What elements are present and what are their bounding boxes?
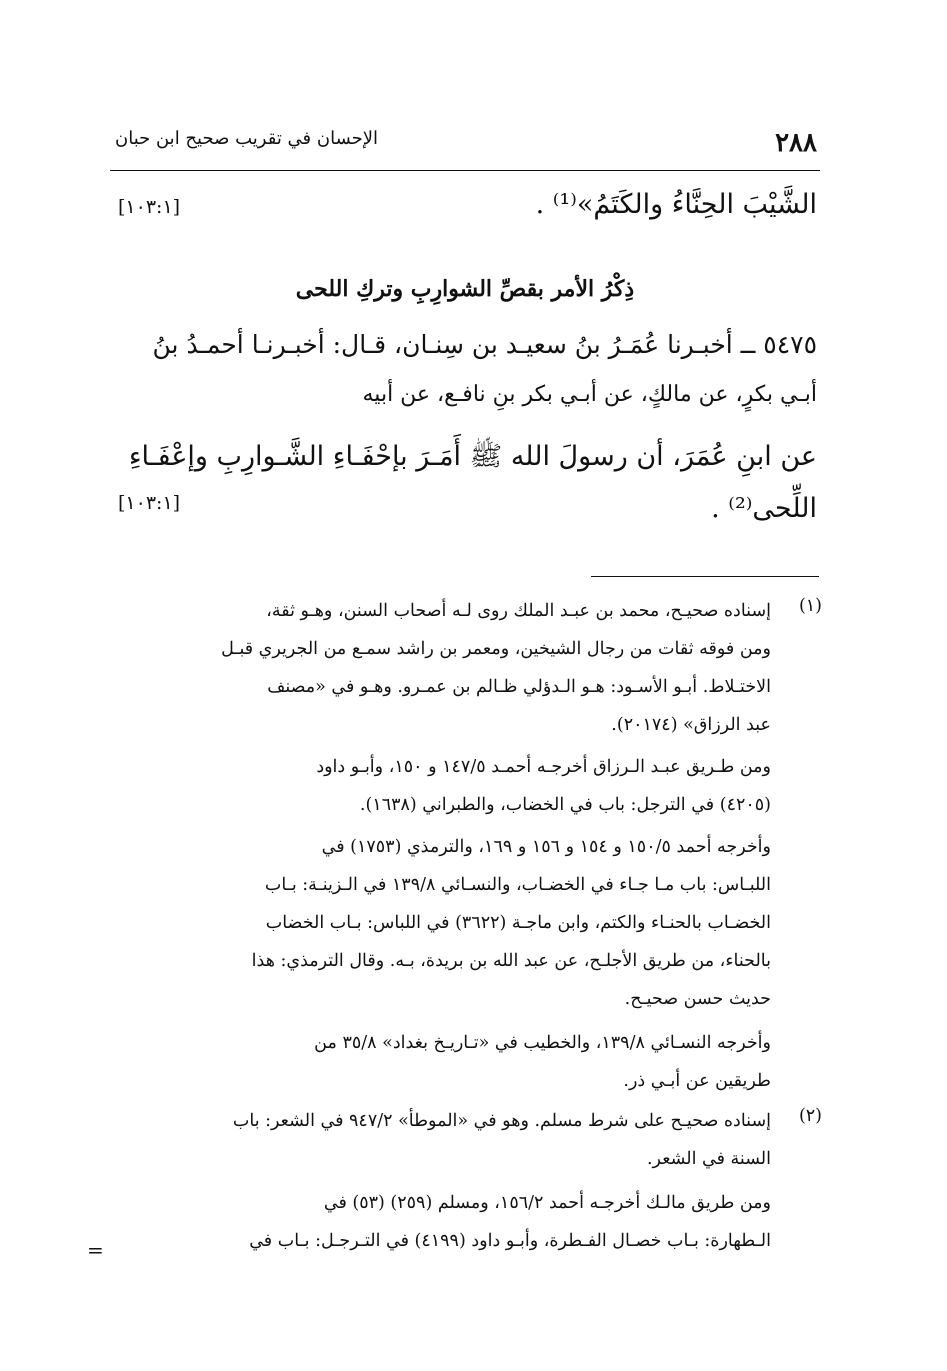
footnote-line: حديث حسن صحيـح. bbox=[624, 989, 771, 1009]
footnote-line: إسناده صحيـح على شرط مسلم. وهو في «الموطأ» ٩٤٧/٢ في الشعر: باب bbox=[232, 1111, 771, 1131]
footnote-line: السنة في الشعر. bbox=[646, 1149, 771, 1169]
reference: [١٠٣:١] bbox=[118, 492, 181, 514]
text-line: ٥٤٧٥ ــ أخبـرنا عُمَـرُ بنُ سعيـد بن سِنـان، قـال: أخبـرنـا أحمـدُ بنُ bbox=[152, 330, 817, 359]
footnote-number: (١) bbox=[798, 596, 822, 616]
footnote-line: عبد الرزاق» (٢٠١٧٤). bbox=[611, 715, 771, 735]
footnote-number: (٢) bbox=[798, 1106, 822, 1126]
text-line: أبـي بكرٍ، عن مالكٍ، عن أبـي بكر بنِ نافـع، عن أبيه bbox=[362, 382, 817, 407]
footnote-line: الاختـلاط. أبـو الأسـود: هـو الـدؤلي ظـالم بن عمـرو. وهـو في «مصنف bbox=[267, 677, 771, 697]
footnote-line: وأخرجه أحمد ١٥٠/٥ و ١٥٤ و ١٥٦ و ١٦٩، والترمذي (١٧٥٣) في bbox=[321, 837, 771, 857]
footnote-line: طريقين عن أبـي ذر. bbox=[623, 1071, 771, 1091]
footnote-line: إسناده صحيـح، محمد بن عبـد الملك روى لـه أصحاب السنن، وهـو ثقة، bbox=[266, 601, 771, 621]
footnote-line: ومن فوقه ثقات من رجال الشيخين، ومعمر بن راشد سمـع من الجريري قبـل bbox=[221, 639, 771, 659]
footnote-line: (٤٢٠٥) في الترجل: باب في الخضاب، والطبراني (١٦٣٨). bbox=[359, 795, 771, 815]
header-rule bbox=[110, 170, 820, 171]
footnote-line: الخضـاب بالحنـاء والكتم، وابن ماجـة (٣٦٢٢) في اللباس: بـاب الخضاب bbox=[265, 913, 771, 933]
page-number: ٢٨٨ bbox=[775, 128, 817, 158]
footnote-line: ومن طـريق عبـد الـرزاق أخرجـه أحمـد ١٤٧/٥ و ١٥٠، وأبـو داود bbox=[316, 757, 771, 777]
footnote-line: اللبـاس: باب مـا جـاء في الخضـاب، والنسـائي ١٣٩/٨ في الـزينـة: بـاب bbox=[264, 875, 771, 895]
running-title: الإحسان في تقريب صحيح ابن حبان bbox=[115, 128, 379, 149]
text-line: عن ابنِ عُمَرَ، أن رسولَ الله ﷺ أَمَـرَ بإحْفَـاءِ الشَّـوارِبِ وإعْفَـاءِ bbox=[128, 441, 817, 472]
footnote-rule bbox=[591, 576, 819, 577]
footnote-line: بالحناء، من طريق الأجلـح، عن عبد الله بن بريدة، بـه. وقال الترمذي: هذا bbox=[251, 951, 771, 971]
section-heading: ذِكْرُ الأمر بقصِّ الشوارِبِ وتركِ اللحى bbox=[295, 276, 635, 302]
text-line: اللِّحى⁽²⁾ . bbox=[711, 493, 817, 524]
continuation-mark: = bbox=[87, 1238, 104, 1262]
text-line: الشَّيْبَ الحِنَّاءُ والكَتَمُ»⁽¹⁾ . bbox=[535, 189, 817, 220]
footnote-line: وأخرجه النسـائي ١٣٩/٨، والخطيب في «تـاريـخ بغداد» ٣٥/٨ من bbox=[314, 1033, 771, 1053]
footnote-line: ومن طريق مالـك أخرجـه أحمد ١٥٦/٢، ومسلم (٢٥٩) (٥٣) في bbox=[323, 1193, 771, 1213]
footnote-line: الـطهارة: بـاب خصـال الفـطرة، وأبـو داود (٤١٩٩) في التـرجـل: بـاب في bbox=[249, 1231, 771, 1251]
reference: [١٠٣:١] bbox=[118, 196, 181, 218]
